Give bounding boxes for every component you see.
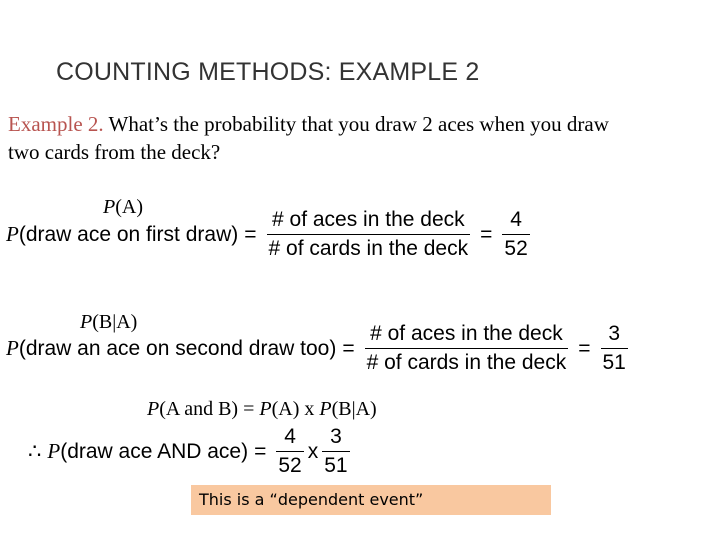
eq1-equals-2: = (480, 222, 493, 246)
problem-statement (8, 110, 609, 166)
eq2-lhs-p: P (6, 336, 19, 360)
eq1-formula (6, 208, 534, 261)
eq1-fraction-words: $\frac{\text{\# of aces in the deck}}{\text{\# of cards in the deck}}$ (268, 208, 469, 260)
eq4-times: x (307, 439, 319, 463)
therefore-symbol: ∴ (28, 439, 42, 463)
eq2-lhs: (draw an ace on second draw too) (18, 336, 337, 360)
eq1-equals: = (244, 222, 257, 246)
example-label: Example 2. (8, 112, 104, 136)
eq1-label: P(A) (103, 196, 143, 218)
eq2-equals: = (342, 336, 355, 360)
eq4-fraction-1: $\frac{4}{52}$ (278, 425, 302, 477)
eq2-fraction-words: $\frac{\text{\# of aces in the deck}}{\text{\# of cards in the deck}}$ (366, 322, 567, 374)
dependent-event-note: This is a “dependent event” (191, 485, 551, 515)
problem-text-line2: two cards from the deck? (8, 140, 221, 164)
eq4-equals: = (254, 439, 267, 463)
problem-text-line1: What’s the probability that you draw 2 aces when you draw (103, 112, 609, 136)
eq1-lhs-p: P (6, 222, 19, 246)
eq2-equals-2: = (578, 336, 591, 360)
eq1-fraction-number: $\frac{4}{52}$ (504, 208, 528, 260)
eq4-lhs: (draw ace AND ace) (60, 439, 249, 463)
eq4-lhs-p: P (47, 439, 61, 463)
slide-title: COUNTING METHODS: EXAMPLE 2 (56, 58, 480, 86)
multiplication-rule: P(A and B) = P(A) x P(B|A) (147, 398, 377, 420)
eq4-formula (28, 425, 354, 478)
eq2-formula (6, 322, 632, 375)
eq2-label: P(B|A) (80, 311, 138, 333)
eq1-lhs: (draw ace on first draw) (18, 222, 239, 246)
eq2-fraction-number: $\frac{3}{51}$ (602, 322, 626, 374)
eq4-fraction-2: $\frac{3}{51}$ (324, 425, 348, 477)
